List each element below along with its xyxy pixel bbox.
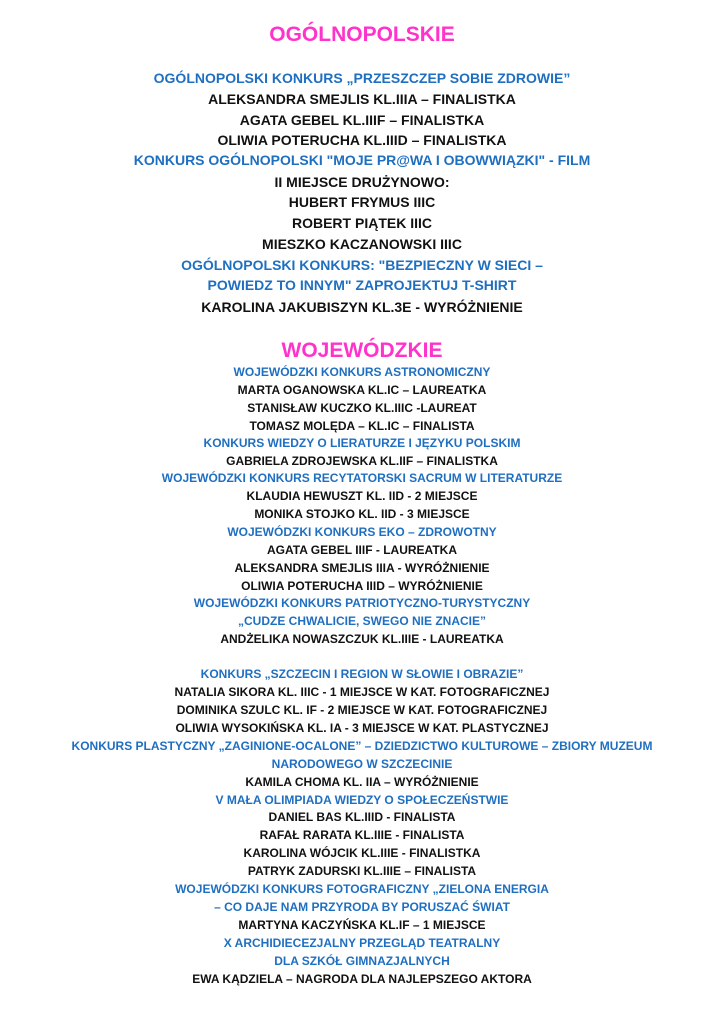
award-entry: OLIWIA POTERUCHA KL.IIID – FINALISTKA xyxy=(217,132,507,148)
category-heading: WOJEWÓDZKI KONKURS FOTOGRAFICZNY „ZIELONA ENERGIA xyxy=(175,882,549,896)
award-entry: KLAUDIA HEWUSZT KL. IID - 2 MIEJSCE xyxy=(246,489,478,503)
category-heading: V MAŁA OLIMPIADA WIEDZY O SPOŁECZEŃSTWIE xyxy=(215,793,509,807)
award-entry: EWA KĄDZIELA – NAGRODA DLA NAJLEPSZEGO AKTORA xyxy=(192,972,532,986)
category-heading: „CUDZE CHWALICIE, SWEGO NIE ZNACIE” xyxy=(237,614,486,628)
award-entry: MIESZKO KACZANOWSKI IIIC xyxy=(262,236,462,252)
award-entry: OLIWIA WYSOKIŃSKA KL. IA - 3 MIEJSCE W KAT. PLASTYCZNEJ xyxy=(175,721,549,735)
category-heading: DLA SZKÓŁ GIMNAZJALNYCH xyxy=(274,954,450,968)
award-entry: HUBERT FRYMUS IIIC xyxy=(288,194,436,210)
category-heading: KONKURS OGÓLNOPOLSKI "MOJE PR@WA I OBOWWIĄZKI" - FILM xyxy=(133,152,591,168)
category-heading: KONKURS WIEDZY O LIERATURZE I JĘZYKU POLSKIM xyxy=(203,436,521,450)
category-heading: NARODOWEGO W SZCZECINIE xyxy=(271,757,453,771)
award-entry: TOMASZ MOLĘDA – KL.IC – FINALISTA xyxy=(249,419,475,433)
award-entry: MARTA OGANOWSKA KL.IC – LAUREATKA xyxy=(237,383,487,397)
award-entry: KAMILA CHOMA KL. IIA – WYRÓŻNIENIE xyxy=(245,775,479,789)
award-entry: NATALIA SIKORA KL. IIIC - 1 MIEJSCE W KAT. FOTOGRAFICZNEJ xyxy=(174,685,550,699)
category-heading: POWIEDZ TO INNYM" ZAPROJEKTUJ T-SHIRT xyxy=(207,277,517,293)
award-entry: ALEKSANDRA SMEJLIS KL.IIIA – FINALISTKA xyxy=(208,91,516,107)
category-heading: WOJEWÓDZKI KONKURS EKO – ZDROWOTNY xyxy=(227,525,497,539)
award-entry: DANIEL BAS KL.IIID - FINALISTA xyxy=(268,810,456,824)
category-heading: KONKURS „SZCZECIN I REGION W SŁOWIE I OBRAZIE” xyxy=(200,667,524,681)
award-entry: KAROLINA JAKUBISZYN KL.3E - WYRÓŻNIENIE xyxy=(201,299,523,315)
award-entry: ROBERT PIĄTEK IIIC xyxy=(291,215,432,231)
category-heading: WOJEWÓDZKI KONKURS RECYTATORSKI SACRUM W LITERATURZE xyxy=(161,471,563,485)
award-entry: GABRIELA ZDROJEWSKA KL.IIF – FINALISTKA xyxy=(226,454,498,468)
award-entry: RAFAŁ RARATA KL.IIIE - FINALISTA xyxy=(259,828,465,842)
award-entry: KAROLINA WÓJCIK KL.IIIE - FINALISTKA xyxy=(243,846,481,860)
section-title-wojewodzkie: WOJEWÓDZKIE xyxy=(281,339,443,362)
award-entry: PATRYK ZADURSKI KL.IIIE – FINALISTA xyxy=(247,864,477,878)
award-entry: DOMINIKA SZULC KL. IF - 2 MIEJSCE W KAT. FOTOGRAFICZNEJ xyxy=(176,703,548,717)
award-entry: MONIKA STOJKO KL. IID - 3 MIEJSCE xyxy=(254,507,470,521)
category-heading: X ARCHIDIECEZJALNY PRZEGLĄD TEATRALNY xyxy=(223,936,501,950)
award-entry: MARTYNA KACZYŃSKA KL.IF – 1 MIEJSCE xyxy=(238,918,486,932)
award-entry: ALEKSANDRA SMEJLIS IIIA - WYRÓŻNIENIE xyxy=(234,561,490,575)
award-entry: ANDŻELIKA NOWASZCZUK KL.IIIE - LAUREATKA xyxy=(220,632,504,646)
category-heading: KONKURS PLASTYCZNY „ZAGINIONE-OCALONE” – DZIEDZICTWO KULTUROWE – ZBIORY MUZEUM xyxy=(71,739,653,753)
category-heading: OGÓLNOPOLSKI KONKURS: "BEZPIECZNY W SIECI – xyxy=(181,257,543,273)
category-heading: WOJEWÓDZKI KONKURS PATRIOTYCZNO-TURYSTYCZNY xyxy=(193,596,531,610)
award-entry: AGATA GEBEL KL.IIIF – FINALISTKA xyxy=(239,112,485,128)
category-heading: WOJEWÓDZKI KONKURS ASTRONOMICZNY xyxy=(233,365,491,379)
award-entry: OLIWIA POTERUCHA IIID – WYRÓŻNIENIE xyxy=(241,579,483,593)
section-title-ogolnopolskie: OGÓLNOPOLSKIE xyxy=(269,23,455,46)
category-heading: – CO DAJE NAM PRZYRODA BY PORUSZAĆ ŚWIAT xyxy=(214,900,510,914)
award-entry: AGATA GEBEL IIIF - LAUREATKA xyxy=(267,543,457,557)
category-heading: OGÓLNOPOLSKI KONKURS „PRZESZCZEP SOBIE ZDROWIE” xyxy=(153,70,571,86)
award-entry: STANISŁAW KUCZKO KL.IIIC -LAUREAT xyxy=(247,401,477,415)
award-entry: II MIEJSCE DRUŻYNOWO: xyxy=(274,174,450,190)
